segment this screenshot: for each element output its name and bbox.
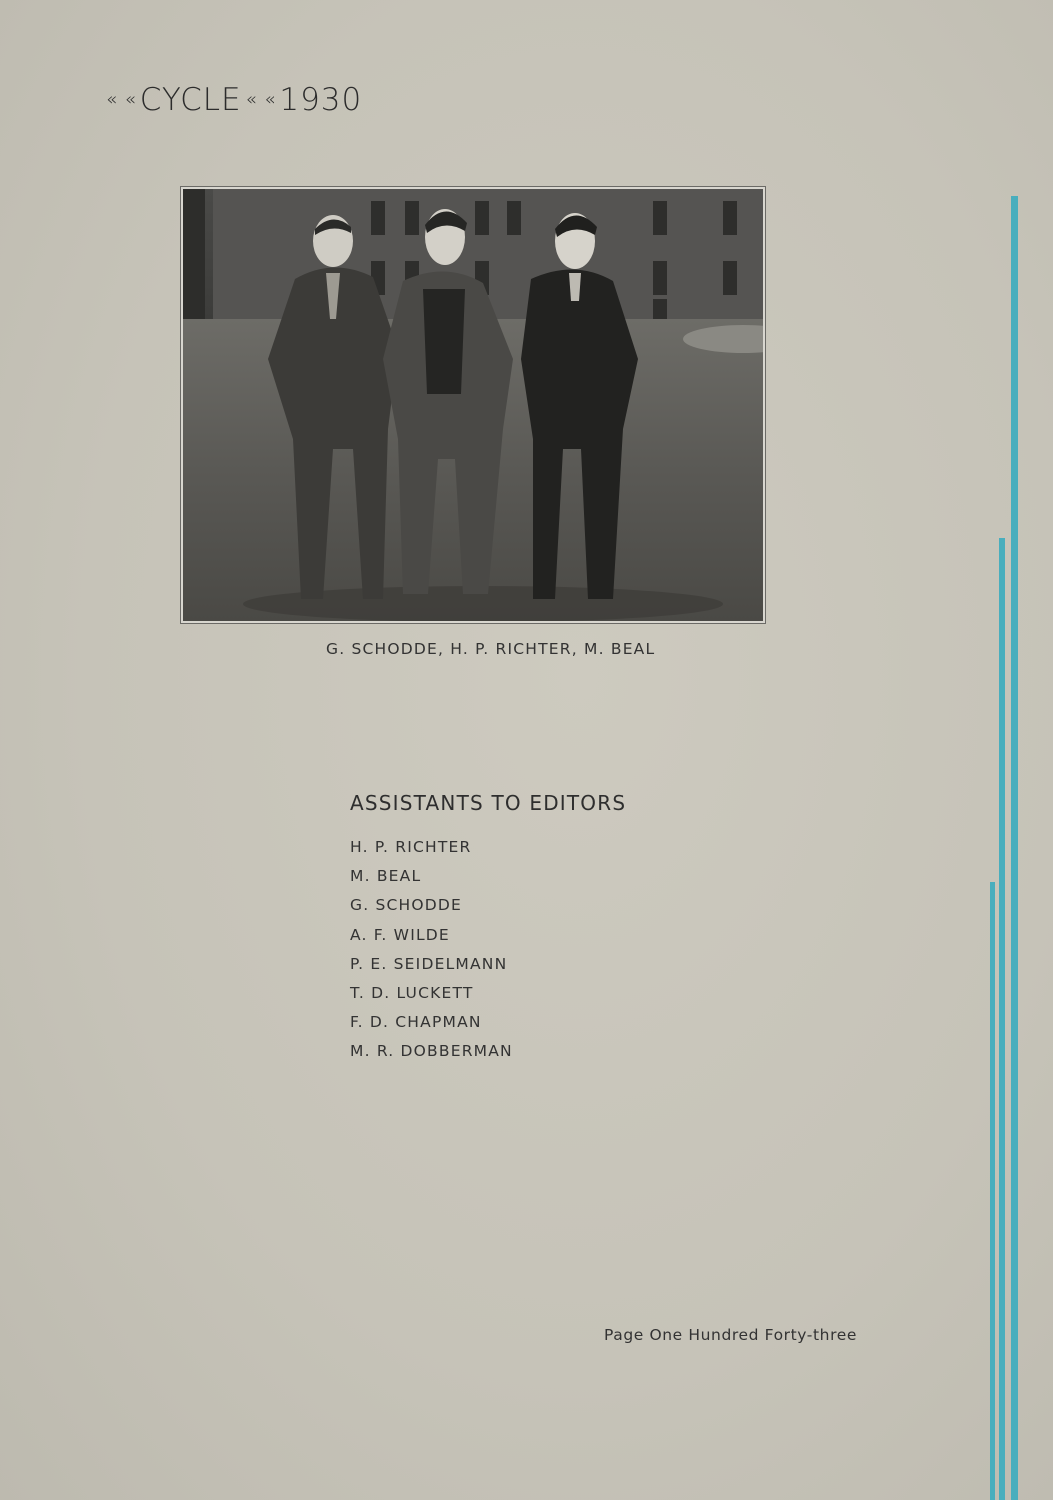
list-item: G. SCHODDE xyxy=(350,896,463,915)
group-photo-image xyxy=(183,189,763,621)
group-photo xyxy=(180,186,766,624)
header-separator: « « xyxy=(245,89,277,110)
section-title: ASSISTANTS TO EDITORS xyxy=(350,791,627,815)
list-item: P. E. SEIDELMANN xyxy=(350,954,508,973)
list-item: M. BEAL xyxy=(350,867,422,886)
accent-bar xyxy=(1011,196,1018,1500)
staff-name-list xyxy=(350,836,513,1070)
accent-bar xyxy=(990,882,995,1500)
list-item: M. R. DOBBERMAN xyxy=(350,1042,513,1061)
list-item: F. D. CHAPMAN xyxy=(350,1013,482,1032)
header-title: CYCLE xyxy=(139,82,242,118)
page-header xyxy=(106,82,362,118)
list-item: H. P. RICHTER xyxy=(350,838,472,856)
page-number-label: Page One Hundred Forty-three xyxy=(604,1326,858,1344)
accent-bar xyxy=(999,538,1005,1500)
header-prefix: « « xyxy=(106,89,137,110)
list-item: A. F. WILDE xyxy=(350,925,450,944)
header-year: 1930 xyxy=(279,82,363,118)
list-item: T. D. LUCKETT xyxy=(350,983,474,1002)
photo-caption: G. SCHODDE, H. P. RICHTER, M. BEAL xyxy=(326,640,656,658)
